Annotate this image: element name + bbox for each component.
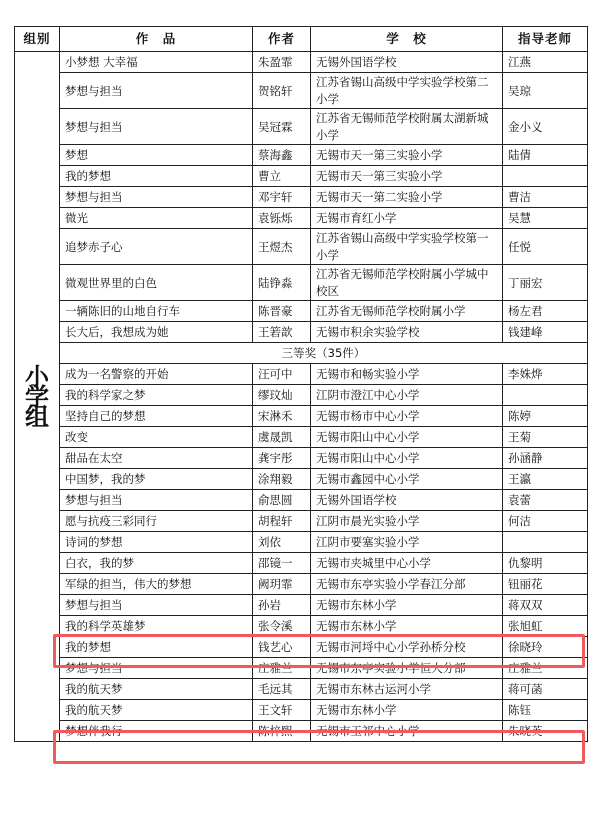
table-row — [15, 511, 588, 532]
cell-work: 成为一名警察的开始 — [60, 364, 253, 385]
section-title: 三等奖（35件） — [60, 343, 588, 364]
cell-author: 王煜杰 — [253, 229, 311, 265]
table-row — [15, 679, 588, 700]
table-row — [15, 229, 588, 265]
cell-teacher: 丁丽宏 — [503, 265, 588, 301]
cell-author: 邵镜一 — [253, 553, 311, 574]
cell-work: 小梦想 大幸福 — [60, 52, 253, 73]
table-row — [15, 427, 588, 448]
cell-author: 张令溪 — [253, 616, 311, 637]
cell-school: 无锡市东林古运河小学 — [311, 679, 503, 700]
cell-work: 坚持自己的梦想 — [60, 406, 253, 427]
cell-school: 无锡市东亭实验小学春江分部 — [311, 574, 503, 595]
cell-school: 无锡市鑫园中心小学 — [311, 469, 503, 490]
table-row — [15, 265, 588, 301]
cell-teacher: 任悦 — [503, 229, 588, 265]
cell-author: 毛远其 — [253, 679, 311, 700]
cell-work: 白衣，我的梦 — [60, 553, 253, 574]
cell-work: 诗词的梦想 — [60, 532, 253, 553]
cell-work: 改变 — [60, 427, 253, 448]
table-row — [15, 700, 588, 721]
header-work: 作 品 — [60, 27, 253, 52]
cell-teacher: 庄雅兰 — [503, 658, 588, 679]
cell-author: 涂翔毅 — [253, 469, 311, 490]
cell-school: 无锡市东林小学 — [311, 700, 503, 721]
cell-author: 龚宇彤 — [253, 448, 311, 469]
table-row — [15, 532, 588, 553]
cell-teacher: 曹洁 — [503, 187, 588, 208]
cell-school: 无锡市天一第三实验小学 — [311, 166, 503, 187]
table-row — [15, 301, 588, 322]
table-row — [15, 52, 588, 73]
table-row — [15, 187, 588, 208]
cell-teacher: 陈婷 — [503, 406, 588, 427]
cell-school: 无锡市天一第二实验小学 — [311, 187, 503, 208]
cell-school: 无锡市玉祁中心小学 — [311, 721, 503, 742]
cell-teacher: 朱晓英 — [503, 721, 588, 742]
header-row — [15, 27, 588, 52]
cell-work: 中国梦，我的梦 — [60, 469, 253, 490]
cell-author: 汪可中 — [253, 364, 311, 385]
table-row — [15, 73, 588, 109]
header-author: 作者 — [253, 27, 311, 52]
cell-author: 钱艺心 — [253, 637, 311, 658]
table-row — [15, 166, 588, 187]
cell-school: 江阴市晨光实验小学 — [311, 511, 503, 532]
cell-work: 愿与抗疫三彩同行 — [60, 511, 253, 532]
cell-school: 无锡市杨市中心小学 — [311, 406, 503, 427]
cell-teacher: 吴慧 — [503, 208, 588, 229]
cell-teacher: 钮丽花 — [503, 574, 588, 595]
cell-author: 朱盈霏 — [253, 52, 311, 73]
cell-school: 江苏省无锡师范学校附属小学城中校区 — [311, 265, 503, 301]
cell-school: 无锡市阳山中心小学 — [311, 427, 503, 448]
cell-work: 我的梦想 — [60, 637, 253, 658]
cell-work: 我的航天梦 — [60, 700, 253, 721]
cell-teacher: 金小义 — [503, 109, 588, 145]
cell-author: 袁铄烁 — [253, 208, 311, 229]
cell-teacher — [503, 166, 588, 187]
section-row — [15, 343, 588, 364]
header-school: 学 校 — [311, 27, 503, 52]
cell-teacher: 蒋双双 — [503, 595, 588, 616]
group-cell — [15, 52, 60, 742]
cell-teacher: 张旭虹 — [503, 616, 588, 637]
cell-teacher — [503, 532, 588, 553]
cell-work: 梦想与担当 — [60, 658, 253, 679]
cell-author: 陆铮淼 — [253, 265, 311, 301]
cell-school: 无锡外国语学校 — [311, 490, 503, 511]
cell-school: 江苏省锡山高级中学实验学校第二小学 — [311, 73, 503, 109]
cell-work: 追梦赤子心 — [60, 229, 253, 265]
table-row — [15, 616, 588, 637]
group-char: 小 — [25, 362, 49, 391]
table-row — [15, 109, 588, 145]
cell-teacher: 吴琼 — [503, 73, 588, 109]
cell-author: 邓宇轩 — [253, 187, 311, 208]
cell-school: 无锡市阳山中心小学 — [311, 448, 503, 469]
cell-work: 微光 — [60, 208, 253, 229]
cell-author: 蔡海鑫 — [253, 145, 311, 166]
table-row — [15, 469, 588, 490]
cell-teacher: 仇黎明 — [503, 553, 588, 574]
cell-author: 孙岩 — [253, 595, 311, 616]
cell-school: 无锡市夹城里中心小学 — [311, 553, 503, 574]
table-row — [15, 574, 588, 595]
cell-author: 胡程轩 — [253, 511, 311, 532]
cell-work: 梦想与担当 — [60, 73, 253, 109]
cell-teacher: 李姝烨 — [503, 364, 588, 385]
cell-author: 吴冠霖 — [253, 109, 311, 145]
cell-school: 无锡市东林小学 — [311, 616, 503, 637]
cell-work: 我的航天梦 — [60, 679, 253, 700]
group-char: 学 — [25, 382, 49, 411]
table-row — [15, 553, 588, 574]
cell-author: 缪玟灿 — [253, 385, 311, 406]
cell-author: 贺铭轩 — [253, 73, 311, 109]
cell-author: 虞晟凯 — [253, 427, 311, 448]
cell-work: 长大后，我想成为她 — [60, 322, 253, 343]
cell-work: 军绿的担当，伟大的梦想 — [60, 574, 253, 595]
header-teacher: 指导老师 — [503, 27, 588, 52]
cell-teacher: 陆倩 — [503, 145, 588, 166]
cell-teacher: 杨左君 — [503, 301, 588, 322]
table-row — [15, 490, 588, 511]
table-row — [15, 364, 588, 385]
cell-work: 我的科学家之梦 — [60, 385, 253, 406]
cell-work: 一辆陈旧的山地自行车 — [60, 301, 253, 322]
cell-school: 江阴市要塞实验小学 — [311, 532, 503, 553]
cell-school: 无锡外国语学校 — [311, 52, 503, 73]
cell-school: 无锡市东林小学 — [311, 595, 503, 616]
cell-teacher — [503, 385, 588, 406]
table-row — [15, 448, 588, 469]
cell-author: 俞思圆 — [253, 490, 311, 511]
cell-work: 梦想与担当 — [60, 595, 253, 616]
header-group: 组别 — [15, 27, 60, 52]
table-row — [15, 406, 588, 427]
cell-work: 梦想与担当 — [60, 187, 253, 208]
cell-work: 微观世界里的白色 — [60, 265, 253, 301]
cell-teacher: 王菊 — [503, 427, 588, 448]
cell-school: 无锡市河埒中心小学孙桥分校 — [311, 637, 503, 658]
table-row — [15, 385, 588, 406]
cell-work: 我的科学英雄梦 — [60, 616, 253, 637]
cell-work: 梦想 — [60, 145, 253, 166]
cell-author: 阙玥霏 — [253, 574, 311, 595]
cell-author: 曹立 — [253, 166, 311, 187]
cell-author: 刘依 — [253, 532, 311, 553]
cell-work: 我的梦想 — [60, 166, 253, 187]
cell-teacher: 孙涵静 — [503, 448, 588, 469]
table-row — [15, 145, 588, 166]
cell-school: 江苏省无锡师范学校附属太湖新城小学 — [311, 109, 503, 145]
cell-author: 王文轩 — [253, 700, 311, 721]
group-char: 组 — [25, 402, 49, 431]
cell-school: 无锡市天一第三实验小学 — [311, 145, 503, 166]
cell-teacher: 何洁 — [503, 511, 588, 532]
cell-author: 庄雅兰 — [253, 658, 311, 679]
table-row — [15, 721, 588, 742]
cell-teacher: 徐晓玲 — [503, 637, 588, 658]
cell-teacher: 蒋可菡 — [503, 679, 588, 700]
cell-work: 梦想伴我行 — [60, 721, 253, 742]
cell-school: 江苏省无锡师范学校附属小学 — [311, 301, 503, 322]
table-row — [15, 208, 588, 229]
cell-teacher: 江燕 — [503, 52, 588, 73]
table-row — [15, 637, 588, 658]
cell-author: 陈梓熙 — [253, 721, 311, 742]
awards-table — [14, 26, 588, 742]
cell-teacher: 王瀛 — [503, 469, 588, 490]
cell-work: 梦想与担当 — [60, 490, 253, 511]
cell-teacher: 袁蕾 — [503, 490, 588, 511]
cell-school: 江阴市澄江中心小学 — [311, 385, 503, 406]
cell-school: 江苏省锡山高级中学实验学校第一小学 — [311, 229, 503, 265]
cell-school: 无锡市积余实验学校 — [311, 322, 503, 343]
cell-work: 甜品在太空 — [60, 448, 253, 469]
cell-school: 无锡市育红小学 — [311, 208, 503, 229]
table-row — [15, 658, 588, 679]
cell-work: 梦想与担当 — [60, 109, 253, 145]
cell-author: 王箬歆 — [253, 322, 311, 343]
cell-school: 无锡市东亭实验小学恒大分部 — [311, 658, 503, 679]
cell-teacher: 陈钰 — [503, 700, 588, 721]
cell-author: 宋淋禾 — [253, 406, 311, 427]
table-row — [15, 322, 588, 343]
cell-author: 陈晋豪 — [253, 301, 311, 322]
cell-teacher: 钱建峰 — [503, 322, 588, 343]
table-row — [15, 595, 588, 616]
cell-school: 无锡市和畅实验小学 — [311, 364, 503, 385]
